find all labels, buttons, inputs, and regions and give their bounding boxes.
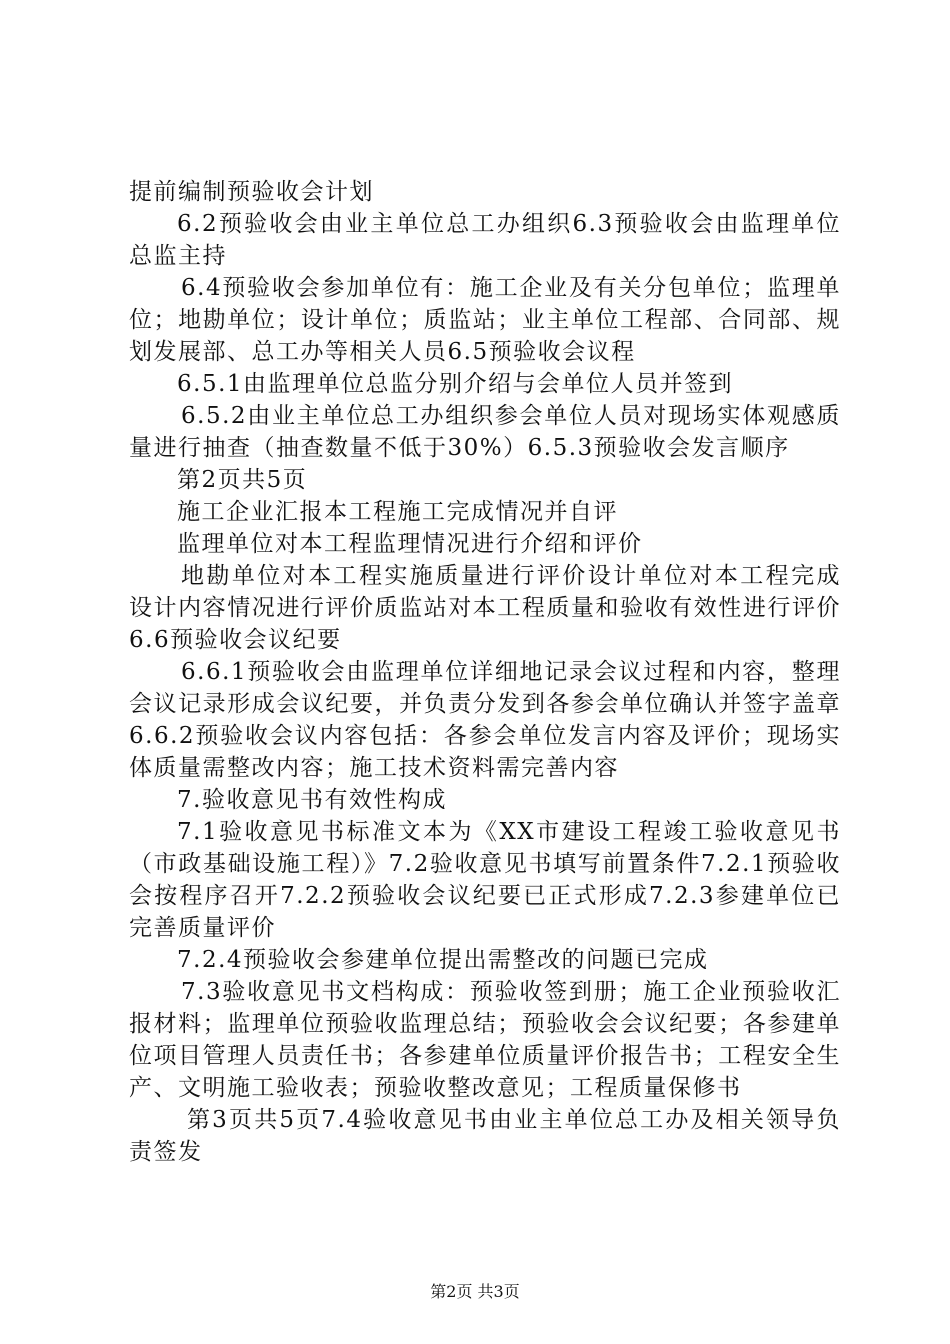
document-body: [129, 176, 841, 1168]
paragraph: 6.5.2由业主单位总工办组织参会单位人员对现场实体观感质量进行抽查（抽查数量不低于30%）6.5.3预验收会发言顺序: [129, 403, 841, 461]
paragraph: 7.1验收意见书标准文本为《XX市建设工程竣工验收意见书（市政基础设施工程）》7.2验收意见书填写前置条件7.2.1预验收会按程序召开7.2.2预验收会议纪要已正式形成7.2.3参建单位已完善质量评价: [129, 819, 841, 941]
paragraph: 第3页共5页7.4验收意见书由业主单位总工办及相关领导负责签发: [129, 1107, 841, 1165]
paragraph: 7.3验收意见书文档构成：预验收签到册；施工企业预验收汇报材料；监理单位预验收监理总结；预验收会会议纪要；各参建单位项目管理人员责任书；各参建单位质量评价报告书；工程安全生产、文明施工验收表；预验收整改意见；工程质量保修书: [129, 979, 841, 1101]
paragraph: 7.验收意见书有效性构成: [177, 787, 447, 813]
paragraph: 第2页共5页: [177, 467, 308, 493]
page-number-label: 第2页 共3页: [430, 1282, 520, 1301]
page-footer: [0, 1282, 950, 1302]
paragraph: 监理单位对本工程监理情况进行介绍和评价: [177, 531, 643, 557]
paragraph: 6.5.1由监理单位总监分别介绍与会单位人员并签到: [177, 371, 734, 397]
paragraph: 7.2.4预验收会参建单位提出需整改的问题已完成: [177, 947, 709, 973]
paragraph: 地勘单位对本工程实施质量进行评价设计单位对本工程完成设计内容情况进行评价质监站对本工程质量和验收有效性进行评价6.6预验收会议纪要: [129, 563, 841, 653]
paragraph: 6.6.1预验收会由监理单位详细地记录会议过程和内容，整理会议记录形成会议纪要，并负责分发到各参会单位确认并签字盖章6.6.2预验收会议内容包括：各参会单位发言内容及评价；现场实体质量需整改内容；施工技术资料需完善内容: [129, 659, 841, 781]
paragraph: 6.4预验收会参加单位有：施工企业及有关分包单位；监理单位；地勘单位；设计单位；质监站；业主单位工程部、合同部、规划发展部、总工办等相关人员6.5预验收会议程: [129, 275, 841, 365]
paragraph: 提前编制预验收会计划: [129, 179, 374, 205]
paragraph: 6.2预验收会由业主单位总工办组织6.3预验收会由监理单位总监主持: [129, 211, 841, 269]
paragraph: 施工企业汇报本工程施工完成情况并自评: [177, 499, 618, 525]
